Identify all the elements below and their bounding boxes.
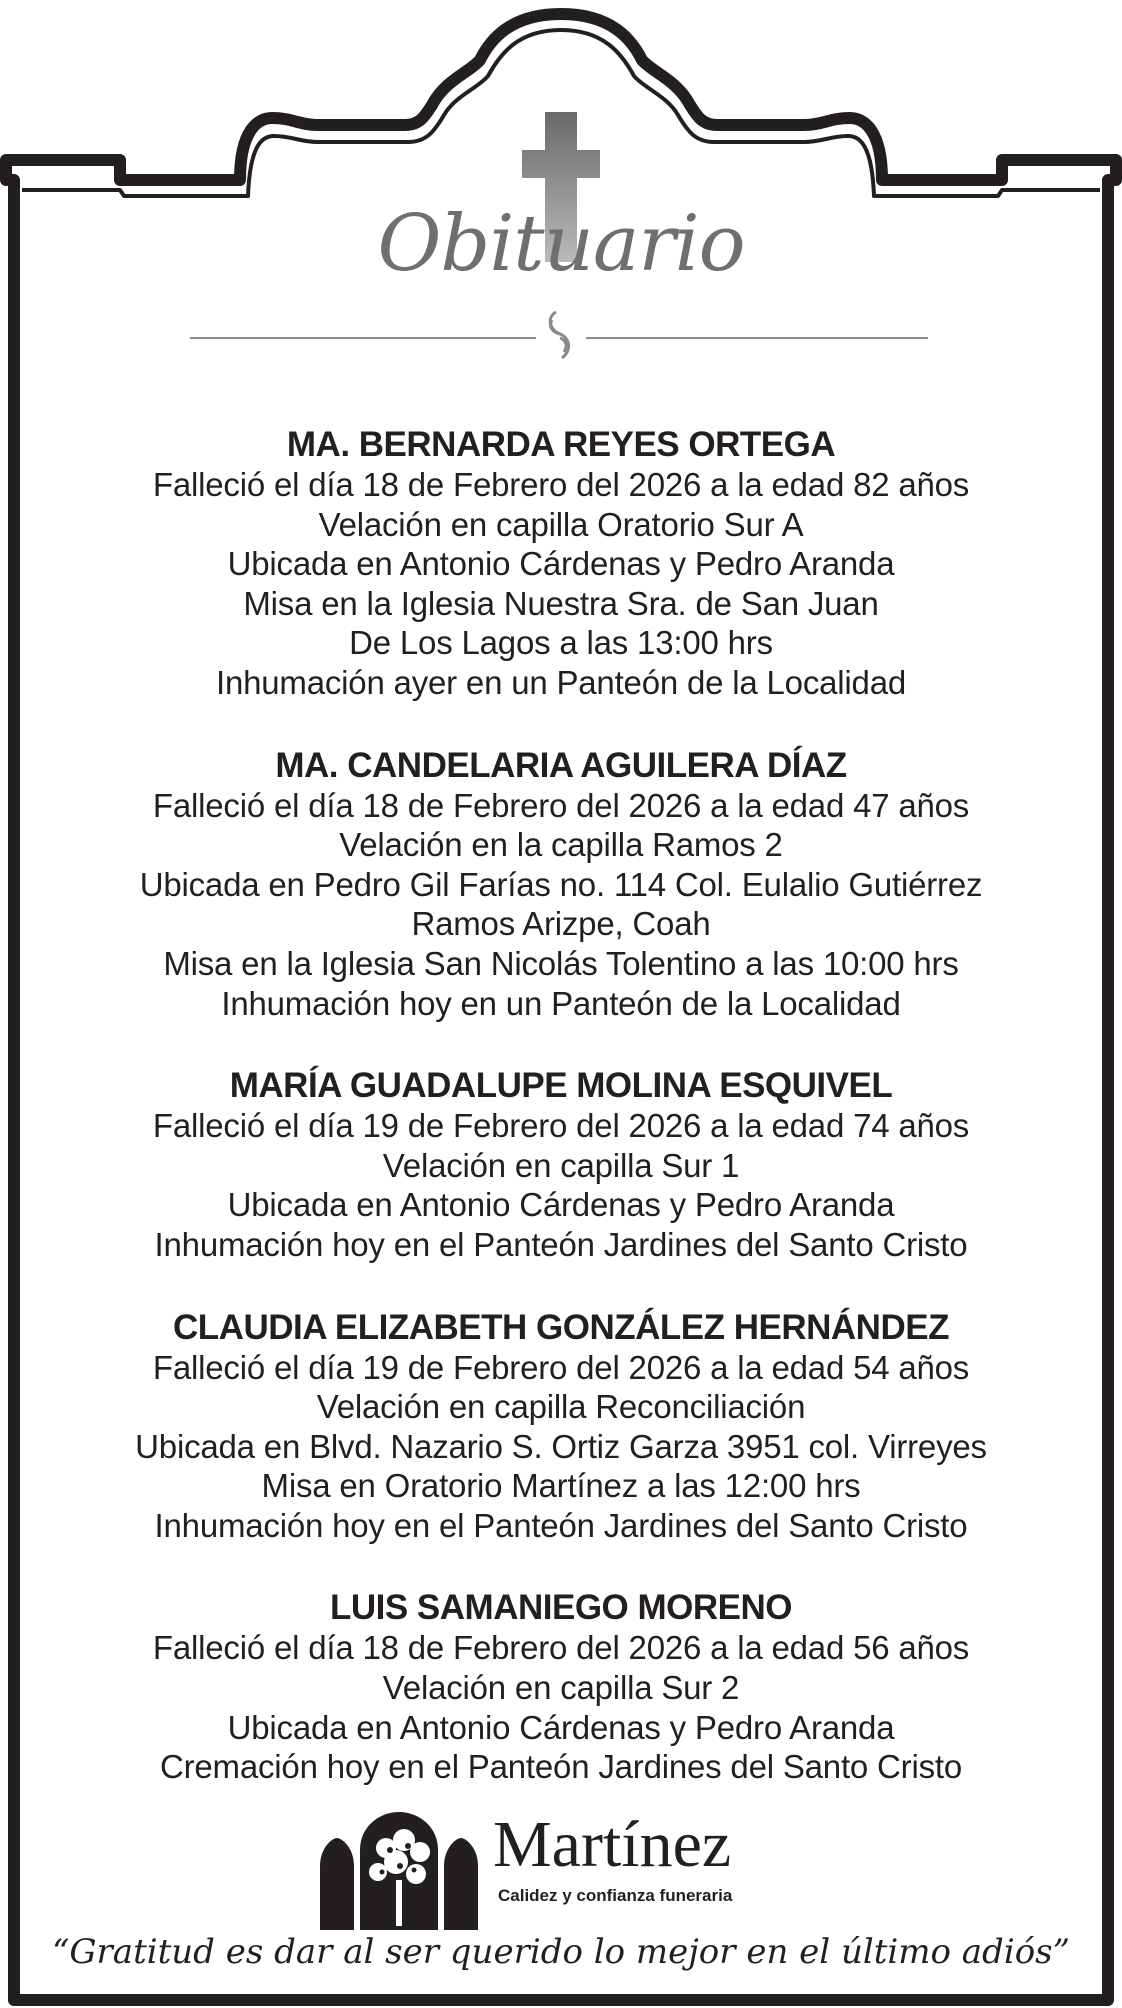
mass-time-line: De Los Lagos a las 13:00 hrs bbox=[349, 624, 773, 662]
cremation-line: Cremación hoy en el Panteón Jardines del Santo Cristo bbox=[159, 1748, 963, 1786]
location-city-line: Ramos Arizpe, Coah bbox=[411, 905, 711, 943]
burial-line: Inhumación hoy en el Panteón Jardines del Santo Cristo bbox=[154, 1225, 968, 1263]
wake-line: Velación en capilla Sur 1 bbox=[382, 1146, 740, 1184]
deceased-name: CLAUDIA ELIZABETH GONZÁLEZ HERNÁNDEZ bbox=[173, 1307, 949, 1347]
location-line: Ubicada en Antonio Cárdenas y Pedro Aranda bbox=[227, 545, 895, 583]
obituary-entry bbox=[0, 1066, 1122, 1264]
burial-line: Inhumación hoy en el Panteón Jardines del Santo Cristo bbox=[154, 1506, 968, 1544]
location-line: Ubicada en Blvd. Nazario S. Ortiz Garza 3951 col. Virreyes bbox=[135, 1427, 987, 1465]
brand-name: Martínez bbox=[493, 1808, 732, 1881]
wake-line: Velación en capilla Reconciliación bbox=[316, 1388, 806, 1426]
location-line: Ubicada en Pedro Gil Farías no. 114 Col. Eulalio Gutiérrez bbox=[139, 865, 983, 903]
location-line: Ubicada en Antonio Cárdenas y Pedro Aranda bbox=[227, 1708, 895, 1746]
page-title: Obituario bbox=[377, 199, 745, 289]
burial-line: Inhumación ayer en un Panteón de la Localidad bbox=[215, 663, 906, 701]
wake-line: Velación en la capilla Ramos 2 bbox=[339, 826, 783, 864]
funeral-home-logo bbox=[318, 1810, 818, 1930]
mass-line: Misa en la Iglesia San Nicolás Tolentino a las 10:00 hrs bbox=[163, 944, 959, 982]
mass-line: Misa en la Iglesia Nuestra Sra. de San Juan bbox=[243, 584, 879, 622]
burial-line: Inhumación hoy en un Panteón de la Localidad bbox=[221, 984, 901, 1022]
death-date-line: Falleció el día 18 de Febrero del 2026 a la edad 82 años bbox=[152, 466, 970, 503]
deceased-name: LUIS SAMANIEGO MORENO bbox=[329, 1588, 793, 1628]
footer-quote: “Gratitud es dar al ser querido lo mejor en el último adiós” bbox=[52, 1932, 1070, 1972]
brand-tagline: Calidez y confianza funeraria bbox=[498, 1886, 733, 1905]
obituary-entry bbox=[0, 746, 1122, 1024]
obituary-list bbox=[0, 425, 1122, 1787]
deceased-name: MA. CANDELARIA AGUILERA DÍAZ bbox=[275, 745, 847, 785]
obituary-entry bbox=[0, 425, 1122, 703]
death-date-line: Falleció el día 18 de Febrero del 2026 a la edad 56 años bbox=[152, 1629, 970, 1667]
obituary-entry bbox=[0, 1308, 1122, 1546]
location-line: Ubicada en Antonio Cárdenas y Pedro Aranda bbox=[227, 1186, 895, 1224]
wake-line: Velación en capilla Oratorio Sur A bbox=[318, 505, 804, 543]
death-date-line: Falleció el día 19 de Febrero del 2026 a la edad 54 años bbox=[152, 1348, 970, 1386]
wake-line: Velación en capilla Sur 2 bbox=[382, 1669, 740, 1707]
deceased-name: MARÍA GUADALUPE MOLINA ESQUIVEL bbox=[229, 1066, 893, 1106]
mass-line: Misa en Oratorio Martínez a las 12:00 hrs bbox=[261, 1467, 861, 1505]
obituary-entry bbox=[0, 1588, 1122, 1786]
ornament-icon bbox=[550, 312, 568, 358]
deceased-name: MA. BERNARDA REYES ORTEGA bbox=[286, 425, 836, 464]
death-date-line: Falleció el día 18 de Febrero del 2026 a la edad 47 años bbox=[152, 786, 970, 824]
death-date-line: Falleció el día 19 de Febrero del 2026 a la edad 74 años bbox=[152, 1107, 970, 1145]
